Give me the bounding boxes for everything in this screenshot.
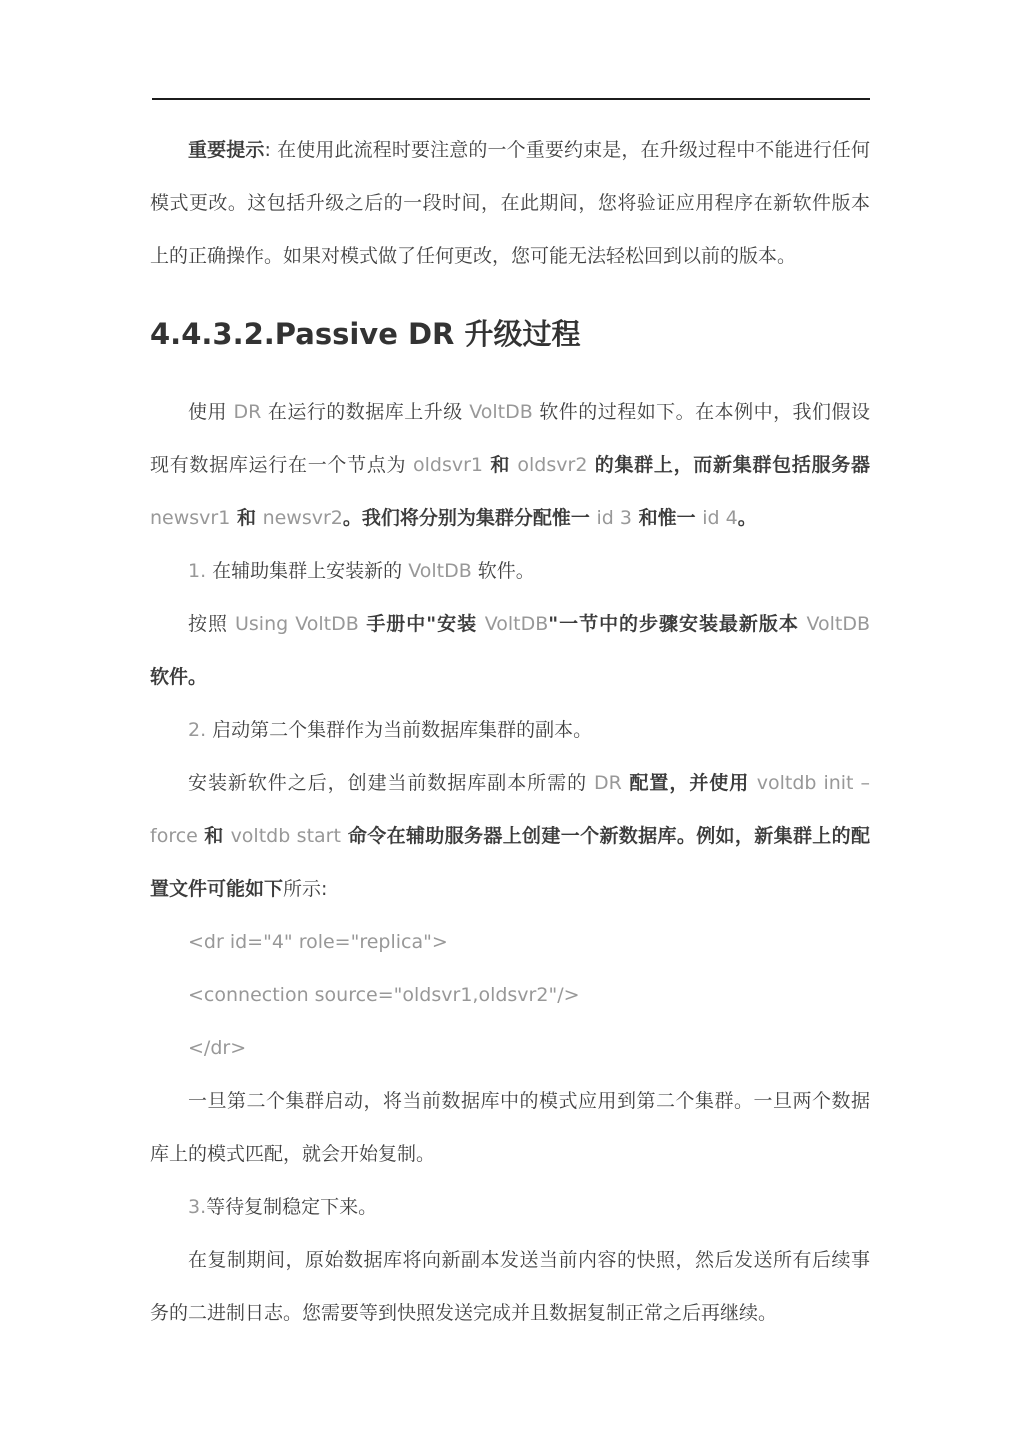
text-run: 所示: — [283, 878, 328, 900]
text-run: 软件的过程如下。在本例中，我们假设现有数据库运行在一个节点为 — [150, 401, 870, 476]
code-line-dr-open: <dr id="4" role="replica"> — [188, 931, 448, 953]
step2-detail-paragraph — [150, 757, 870, 916]
step1-detail-paragraph — [150, 598, 870, 704]
replication-paragraph — [150, 1075, 870, 1181]
document-content — [150, 124, 870, 1340]
step3-detail-paragraph — [150, 1234, 870, 1340]
text-run: 软件。 — [471, 560, 535, 582]
text-run: 。我们将分别为集群分配惟一 — [342, 507, 597, 529]
top-rule — [152, 98, 870, 100]
notice-paragraph — [150, 124, 870, 283]
text-run: DR — [233, 401, 262, 423]
text-run: DR — [594, 772, 622, 794]
config-code-block — [150, 916, 870, 1075]
text-run: "一节中的步骤安装最新版本 — [548, 613, 807, 635]
text-run: VoltDB — [484, 613, 549, 635]
text-run: 3. — [188, 1196, 207, 1218]
text-run: 一旦第二个集群启动，将当前数据库中的模式应用到第二个集群。一旦两个数据库上的模式匹配，就会开始复制。 — [150, 1090, 870, 1165]
text-run: 在复制期间，原始数据库将向新副本发送当前内容的快照，然后发送所有后续事务的二进制日志。您需要等到快照发送完成并且数据复制正常之后再继续。 — [150, 1249, 870, 1324]
text-run: 安装新软件之后，创建当前数据库副本所需的 — [188, 772, 595, 794]
text-run: 按照 — [188, 613, 235, 635]
text-run: 软件。 — [150, 666, 208, 688]
text-run: id 3 — [596, 507, 632, 529]
text-run: newsvr2 — [262, 507, 343, 529]
text-run: 使用 — [188, 401, 234, 423]
text-run: 等待复制稳定下来。 — [206, 1196, 378, 1218]
text-run: 1. — [188, 560, 213, 582]
text-run: 和 — [204, 825, 231, 847]
text-run: newsvr1 — [150, 507, 231, 529]
text-run: 的集群上，而新集群包括服务器 — [587, 454, 871, 476]
text-run: 启动第二个集群作为当前数据库集群的副本。 — [212, 719, 593, 741]
text-run: voltdb init –force — [150, 772, 871, 847]
text-run: oldsvr1 — [413, 454, 484, 476]
text-run: 2. — [188, 719, 213, 741]
text-run: oldsvr2 — [517, 454, 588, 476]
text-run: id 4 — [702, 507, 738, 529]
text-run: 。 — [737, 507, 757, 529]
text-run: voltdb start — [230, 825, 341, 847]
text-run: 配置，并使用 — [621, 772, 757, 794]
list-item-1 — [150, 545, 870, 598]
text-run: 重要提示 — [188, 139, 265, 161]
code-line-connection: <connection source="oldsvr1,oldsvr2"/> — [188, 984, 580, 1006]
intro-paragraph — [150, 386, 870, 545]
text-run: 在运行的数据库上升级 — [261, 401, 470, 423]
text-run: VoltDB — [469, 401, 533, 423]
text-run: VoltDB — [408, 560, 472, 582]
section-heading: 4.4.3.2.Passive DR 升级过程 — [150, 317, 581, 351]
text-run: VoltDB — [806, 613, 870, 635]
text-run: 和惟一 — [631, 507, 703, 529]
list-item-2 — [150, 704, 870, 757]
text-run: 和 — [230, 507, 263, 529]
text-run: 手册中"安装 — [358, 613, 485, 635]
list-item-3 — [150, 1181, 870, 1234]
text-run: 命令在辅助服务器上创建一个新数据库。例如，新集群上的配置文件可能如下 — [150, 825, 870, 900]
code-line-dr-close: </dr> — [188, 1037, 247, 1059]
text-run: 在辅助集群上安装新的 — [212, 560, 409, 582]
text-run: : 在使用此流程时要注意的一个重要约束是，在升级过程中不能进行任何模式更改。这包括升级之后的一段时间，在此期间，您将验证应用程序在新软件版本上的正确操作。如果对模式做了任何更改，您可能无法轻松回到以前的版本。 — [150, 139, 870, 267]
text-run: Using VoltDB — [234, 613, 359, 635]
text-run: 和 — [483, 454, 518, 476]
